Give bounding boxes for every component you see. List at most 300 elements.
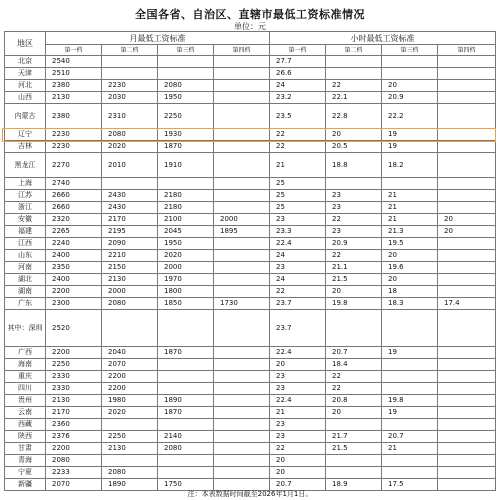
monthly-tier-4-cell [214, 129, 270, 141]
hourly-tier-3-cell: 20.7 [382, 431, 438, 443]
table-row [5, 190, 496, 202]
monthly-tier-2-cell: 2000 [102, 286, 158, 298]
table-row [5, 202, 496, 214]
hourly-tier-1-cell: 22 [270, 141, 326, 153]
monthly-tier-1-cell: 2070 [46, 479, 102, 491]
hourly-tier-3-cell: 19.8 [382, 395, 438, 407]
monthly-tier-4-cell [214, 92, 270, 104]
hourly-tier-3-cell [382, 68, 438, 80]
table-row [5, 431, 496, 443]
monthly-tier-1-cell: 2250 [46, 359, 102, 371]
monthly-tier-2-cell: 2150 [102, 262, 158, 274]
monthly-tier-2-cell: 2020 [102, 141, 158, 153]
monthly-tier-3-cell [158, 455, 214, 467]
hourly-tier-2-cell: 21.7 [326, 431, 382, 443]
hourly-tier-1-cell: 21 [270, 407, 326, 419]
hourly-tier-2-cell: 20.5 [326, 141, 382, 153]
hourly-tier-4-cell [438, 431, 496, 443]
table-row [5, 92, 496, 104]
hourly-tier-4-cell [438, 407, 496, 419]
hourly-tier-4-cell [438, 443, 496, 455]
hourly-tier-2-cell: 20.8 [326, 395, 382, 407]
region-header: 地区 [5, 32, 46, 56]
hourly-tier-4-cell: 20 [438, 226, 496, 238]
monthly-tier-2-cell: 2010 [102, 153, 158, 178]
hourly-tier-1-cell: 20.7 [270, 479, 326, 491]
monthly-tier-3-cell [158, 56, 214, 68]
hourly-tier-4-cell [438, 359, 496, 371]
monthly-tier-3-cell: 1800 [158, 286, 214, 298]
hourly-tier-1-cell: 22.4 [270, 347, 326, 359]
table-row [5, 226, 496, 238]
table-row [5, 80, 496, 92]
hourly-tier-2-cell: 22 [326, 383, 382, 395]
monthly-tier-4-cell: 1895 [214, 226, 270, 238]
monthly-tier-1-cell: 2376 [46, 431, 102, 443]
monthly-tier-1-cell: 2380 [46, 80, 102, 92]
monthly-tier-3-cell: 1870 [158, 407, 214, 419]
monthly-tier-1-cell: 2200 [46, 443, 102, 455]
table-row [5, 178, 496, 190]
table-row [5, 383, 496, 395]
hourly-tier-2-cell: 23 [326, 190, 382, 202]
hourly-tier-1-cell: 23.7 [270, 298, 326, 310]
table-row [5, 238, 496, 250]
hourly-tier-1-cell: 22 [270, 286, 326, 298]
hourly-tier-1-cell: 23 [270, 371, 326, 383]
hourly-tier-3-cell [382, 383, 438, 395]
monthly-tier-1-cell: 2660 [46, 190, 102, 202]
monthly-tier-2-cell [102, 310, 158, 347]
monthly-tier-2-cell: 2080 [102, 298, 158, 310]
hourly-tier-4-cell [438, 178, 496, 190]
hourly-tier-3-cell: 21 [382, 214, 438, 226]
monthly-tier-2-cell: 2200 [102, 383, 158, 395]
region-cell: 江西 [5, 238, 46, 250]
monthly-tier-4-cell [214, 68, 270, 80]
monthly-tier-3-cell [158, 383, 214, 395]
region-cell: 黑龙江 [5, 153, 46, 178]
region-cell: 四川 [5, 383, 46, 395]
monthly-tier-1-cell: 2270 [46, 153, 102, 178]
table-row [5, 129, 496, 141]
hourly-tier-3-cell: 20 [382, 80, 438, 92]
hourly-tier-4-cell [438, 92, 496, 104]
region-cell: 甘肃 [5, 443, 46, 455]
monthly-tier-3-cell: 1930 [158, 129, 214, 141]
monthly-tier-1-cell: 2510 [46, 68, 102, 80]
monthly-tier-4-cell [214, 359, 270, 371]
monthly-tier-2-cell: 1980 [102, 395, 158, 407]
monthly-tier-3-cell: 2100 [158, 214, 214, 226]
hourly-tier-2-cell [326, 56, 382, 68]
table-row [5, 455, 496, 467]
hourly-tier-1-cell: 22.4 [270, 395, 326, 407]
monthly-tier-2-cell: 2195 [102, 226, 158, 238]
monthly-tier-3-header: 第三档 [158, 45, 214, 56]
region-cell: 湖南 [5, 286, 46, 298]
hourly-tier-3-cell: 18.2 [382, 153, 438, 178]
hourly-tier-3-cell: 19 [382, 129, 438, 141]
monthly-tier-1-cell: 2350 [46, 262, 102, 274]
monthly-tier-3-cell: 1950 [158, 238, 214, 250]
hourly-tier-2-cell: 21.1 [326, 262, 382, 274]
hourly-tier-4-cell [438, 238, 496, 250]
unit-label: 单位：元 [234, 22, 266, 31]
hourly-tier-4-cell [438, 129, 496, 141]
hourly-tier-1-cell: 22 [270, 129, 326, 141]
region-cell: 重庆 [5, 371, 46, 383]
hourly-tier-1-cell: 22.4 [270, 238, 326, 250]
hourly-tier-3-cell: 19 [382, 407, 438, 419]
hourly-tier-4-cell [438, 202, 496, 214]
hourly-tier-2-cell: 20.9 [326, 238, 382, 250]
table-body [5, 56, 496, 491]
monthly-tier-1-cell: 2520 [46, 310, 102, 347]
monthly-tier-1-cell: 2360 [46, 419, 102, 431]
table-row [5, 395, 496, 407]
table-row [5, 467, 496, 479]
hourly-tier-2-cell: 21.5 [326, 443, 382, 455]
monthly-tier-4-cell [214, 190, 270, 202]
monthly-tier-1-cell: 2540 [46, 56, 102, 68]
monthly-tier-2-cell: 2090 [102, 238, 158, 250]
monthly-tier-4-cell: 1730 [214, 298, 270, 310]
region-cell: 上海 [5, 178, 46, 190]
hourly-tier-1-cell: 23 [270, 262, 326, 274]
hourly-tier-2-cell [326, 310, 382, 347]
hourly-tier-2-cell: 20 [326, 129, 382, 141]
hourly-tier-4-cell [438, 104, 496, 129]
hourly-tier-3-cell: 18 [382, 286, 438, 298]
hourly-tier-3-cell: 21 [382, 190, 438, 202]
hourly-tier-1-cell: 25 [270, 202, 326, 214]
region-cell: 贵州 [5, 395, 46, 407]
minimum-wage-table [4, 31, 496, 491]
hourly-tier-2-cell [326, 178, 382, 190]
hourly-tier-3-cell [382, 467, 438, 479]
hourly-tier-3-cell: 19.5 [382, 238, 438, 250]
hourly-tier-1-header: 第一档 [270, 45, 326, 56]
hourly-tier-4-cell: 20 [438, 214, 496, 226]
monthly-tier-3-cell: 2180 [158, 202, 214, 214]
monthly-tier-2-cell [102, 68, 158, 80]
monthly-tier-3-cell: 2140 [158, 431, 214, 443]
hourly-tier-2-cell [326, 467, 382, 479]
region-cell: 湖北 [5, 274, 46, 286]
monthly-tier-4-cell [214, 141, 270, 153]
footnote: 注：本表数据时间截至2026年1月1日。 [187, 490, 313, 498]
monthly-tier-1-cell: 2265 [46, 226, 102, 238]
hourly-tier-4-cell [438, 383, 496, 395]
monthly-tier-3-cell [158, 68, 214, 80]
hourly-tier-2-cell: 18.4 [326, 359, 382, 371]
region-cell: 辽宁 [5, 129, 46, 141]
table-row [5, 56, 496, 68]
hourly-tier-4-cell [438, 190, 496, 202]
hourly-tier-1-cell: 23.7 [270, 310, 326, 347]
monthly-tier-2-cell: 2210 [102, 250, 158, 262]
monthly-tier-3-cell: 1850 [158, 298, 214, 310]
hourly-tier-2-cell: 22 [326, 371, 382, 383]
monthly-tier-4-cell [214, 56, 270, 68]
hourly-tier-4-cell [438, 274, 496, 286]
monthly-tier-2-header: 第二档 [102, 45, 158, 56]
hourly-tier-4-cell [438, 419, 496, 431]
hourly-tier-4-cell [438, 347, 496, 359]
monthly-tier-4-cell [214, 250, 270, 262]
hourly-tier-1-cell: 23.2 [270, 92, 326, 104]
hourly-tier-3-cell: 21 [382, 202, 438, 214]
monthly-tier-2-cell [102, 56, 158, 68]
hourly-tier-2-cell: 21.5 [326, 274, 382, 286]
region-cell: 广西 [5, 347, 46, 359]
region-cell: 北京 [5, 56, 46, 68]
hourly-tier-2-header: 第二档 [326, 45, 382, 56]
hourly-tier-3-cell [382, 56, 438, 68]
hourly-tier-2-cell: 22 [326, 214, 382, 226]
hourly-tier-1-cell: 22 [270, 443, 326, 455]
region-cell: 青海 [5, 455, 46, 467]
monthly-tier-2-cell: 2430 [102, 202, 158, 214]
table-row [5, 286, 496, 298]
hourly-tier-1-cell: 20 [270, 359, 326, 371]
hourly-tier-3-cell [382, 359, 438, 371]
hourly-tier-4-cell [438, 467, 496, 479]
hourly-tier-1-cell: 23 [270, 214, 326, 226]
hourly-tier-2-cell: 20 [326, 407, 382, 419]
hourly-tier-4-cell [438, 153, 496, 178]
monthly-tier-2-cell: 2070 [102, 359, 158, 371]
page-title: 全国各省、自治区、直辖市最低工资标准情况 [135, 8, 365, 21]
monthly-tier-1-cell: 2740 [46, 178, 102, 190]
monthly-tier-4-cell [214, 310, 270, 347]
monthly-tier-3-cell: 2020 [158, 250, 214, 262]
monthly-tier-2-cell: 2310 [102, 104, 158, 129]
hourly-tier-2-cell: 22.8 [326, 104, 382, 129]
table-row [5, 274, 496, 286]
monthly-tier-2-cell: 2250 [102, 431, 158, 443]
monthly-tier-3-cell: 1950 [158, 92, 214, 104]
hourly-tier-3-header: 第三档 [382, 45, 438, 56]
hourly-tier-2-cell [326, 419, 382, 431]
hourly-tier-4-header: 第四档 [438, 45, 496, 56]
monthly-tier-3-cell [158, 310, 214, 347]
monthly-tier-3-cell [158, 178, 214, 190]
hourly-tier-3-cell: 22.2 [382, 104, 438, 129]
hourly-tier-2-cell [326, 455, 382, 467]
hourly-tier-3-cell: 20 [382, 274, 438, 286]
monthly-tier-4-cell [214, 238, 270, 250]
monthly-tier-1-cell: 2230 [46, 129, 102, 141]
monthly-tier-1-cell: 2080 [46, 455, 102, 467]
hourly-tier-3-cell: 21.3 [382, 226, 438, 238]
hourly-tier-3-cell [382, 419, 438, 431]
hourly-tier-3-cell: 17.5 [382, 479, 438, 491]
table-row [5, 359, 496, 371]
monthly-tier-3-cell [158, 467, 214, 479]
monthly-tier-4-cell [214, 153, 270, 178]
monthly-tier-3-cell: 1890 [158, 395, 214, 407]
hourly-tier-3-cell [382, 178, 438, 190]
region-cell: 江苏 [5, 190, 46, 202]
monthly-tier-4-cell [214, 467, 270, 479]
table-row [5, 419, 496, 431]
monthly-tier-1-cell: 2400 [46, 250, 102, 262]
monthly-tier-1-cell: 2240 [46, 238, 102, 250]
hourly-tier-1-cell: 23.5 [270, 104, 326, 129]
monthly-tier-3-cell: 1910 [158, 153, 214, 178]
hourly-tier-2-cell: 22.1 [326, 92, 382, 104]
table-row [5, 371, 496, 383]
region-cell: 山西 [5, 92, 46, 104]
region-cell: 河南 [5, 262, 46, 274]
monthly-tier-1-cell: 2200 [46, 286, 102, 298]
hourly-tier-3-cell [382, 455, 438, 467]
region-cell: 天津 [5, 68, 46, 80]
monthly-tier-1-cell: 2130 [46, 92, 102, 104]
region-cell: 安徽 [5, 214, 46, 226]
monthly-tier-3-cell: 2250 [158, 104, 214, 129]
hourly-tier-1-cell: 24 [270, 80, 326, 92]
hourly-tier-4-cell [438, 310, 496, 347]
monthly-tier-2-cell: 2020 [102, 407, 158, 419]
table-row [5, 141, 496, 153]
monthly-tier-2-cell: 2080 [102, 467, 158, 479]
monthly-tier-2-cell: 2200 [102, 371, 158, 383]
monthly-header: 月最低工资标准 [46, 32, 270, 45]
monthly-tier-4-cell [214, 455, 270, 467]
hourly-tier-1-cell: 23 [270, 431, 326, 443]
hourly-tier-3-cell [382, 310, 438, 347]
region-cell: 福建 [5, 226, 46, 238]
monthly-tier-1-cell: 2233 [46, 467, 102, 479]
monthly-tier-3-cell: 1750 [158, 479, 214, 491]
monthly-tier-4-cell [214, 443, 270, 455]
hourly-tier-4-cell: 17.4 [438, 298, 496, 310]
hourly-tier-4-cell [438, 56, 496, 68]
monthly-tier-2-cell: 2080 [102, 129, 158, 141]
table-row [5, 104, 496, 129]
hourly-tier-4-cell [438, 455, 496, 467]
region-cell: 宁夏 [5, 467, 46, 479]
hourly-tier-3-cell: 21 [382, 443, 438, 455]
table-row [5, 407, 496, 419]
table-row [5, 214, 496, 226]
table-row [5, 153, 496, 178]
monthly-tier-4-cell [214, 178, 270, 190]
monthly-tier-2-cell: 2040 [102, 347, 158, 359]
monthly-tier-1-cell: 2330 [46, 383, 102, 395]
hourly-tier-1-cell: 23 [270, 419, 326, 431]
monthly-tier-4-cell [214, 371, 270, 383]
monthly-tier-2-cell: 1890 [102, 479, 158, 491]
hourly-tier-1-cell: 27.7 [270, 56, 326, 68]
monthly-tier-4-cell [214, 104, 270, 129]
hourly-tier-1-cell: 21 [270, 153, 326, 178]
hourly-tier-4-cell [438, 262, 496, 274]
region-cell: 其中：深圳 [5, 310, 46, 347]
hourly-header: 小时最低工资标准 [270, 32, 496, 45]
hourly-tier-1-cell: 26.6 [270, 68, 326, 80]
monthly-tier-4-cell [214, 286, 270, 298]
monthly-tier-2-cell [102, 455, 158, 467]
monthly-tier-2-cell [102, 178, 158, 190]
region-cell: 河北 [5, 80, 46, 92]
monthly-tier-2-cell: 2130 [102, 443, 158, 455]
hourly-tier-2-cell: 18.8 [326, 153, 382, 178]
monthly-tier-1-cell: 2200 [46, 347, 102, 359]
hourly-tier-3-cell: 20 [382, 250, 438, 262]
hourly-tier-3-cell: 20.9 [382, 92, 438, 104]
monthly-tier-4-cell [214, 383, 270, 395]
hourly-tier-4-cell [438, 141, 496, 153]
hourly-tier-4-cell [438, 395, 496, 407]
hourly-tier-3-cell: 18.3 [382, 298, 438, 310]
monthly-tier-2-cell: 2170 [102, 214, 158, 226]
monthly-tier-3-cell: 2080 [158, 443, 214, 455]
monthly-tier-1-header: 第一档 [46, 45, 102, 56]
monthly-tier-3-cell [158, 371, 214, 383]
monthly-tier-4-cell: 2000 [214, 214, 270, 226]
hourly-tier-1-cell: 24 [270, 250, 326, 262]
monthly-tier-3-cell [158, 359, 214, 371]
table-row [5, 262, 496, 274]
monthly-tier-1-cell: 2300 [46, 298, 102, 310]
table-row [5, 310, 496, 347]
region-cell: 吉林 [5, 141, 46, 153]
hourly-tier-1-cell: 24 [270, 274, 326, 286]
hourly-tier-2-cell: 23 [326, 226, 382, 238]
monthly-tier-4-cell [214, 202, 270, 214]
hourly-tier-1-cell: 23 [270, 383, 326, 395]
hourly-tier-3-cell: 19.6 [382, 262, 438, 274]
hourly-tier-4-cell [438, 371, 496, 383]
hourly-tier-3-cell [382, 371, 438, 383]
region-cell: 西藏 [5, 419, 46, 431]
region-cell: 新疆 [5, 479, 46, 491]
monthly-tier-2-cell: 2030 [102, 92, 158, 104]
monthly-tier-2-cell: 2230 [102, 80, 158, 92]
monthly-tier-4-cell [214, 431, 270, 443]
monthly-tier-1-cell: 2130 [46, 395, 102, 407]
monthly-tier-4-cell [214, 274, 270, 286]
hourly-tier-2-cell [326, 68, 382, 80]
monthly-tier-1-cell: 2330 [46, 371, 102, 383]
table-row [5, 443, 496, 455]
monthly-tier-1-cell: 2170 [46, 407, 102, 419]
table-row [5, 347, 496, 359]
monthly-tier-3-cell: 2080 [158, 80, 214, 92]
monthly-tier-2-cell: 2130 [102, 274, 158, 286]
monthly-tier-1-cell: 2660 [46, 202, 102, 214]
monthly-tier-3-cell [158, 419, 214, 431]
table-row [5, 298, 496, 310]
region-cell: 山东 [5, 250, 46, 262]
monthly-tier-4-cell [214, 262, 270, 274]
hourly-tier-4-cell [438, 80, 496, 92]
hourly-tier-3-cell: 19 [382, 347, 438, 359]
monthly-tier-3-cell: 1870 [158, 347, 214, 359]
monthly-tier-4-cell [214, 347, 270, 359]
region-cell: 广东 [5, 298, 46, 310]
hourly-tier-2-cell: 22 [326, 250, 382, 262]
hourly-tier-1-cell: 25 [270, 190, 326, 202]
table-row [5, 250, 496, 262]
monthly-tier-1-cell: 2400 [46, 274, 102, 286]
monthly-tier-4-cell [214, 395, 270, 407]
hourly-tier-2-cell: 22 [326, 80, 382, 92]
